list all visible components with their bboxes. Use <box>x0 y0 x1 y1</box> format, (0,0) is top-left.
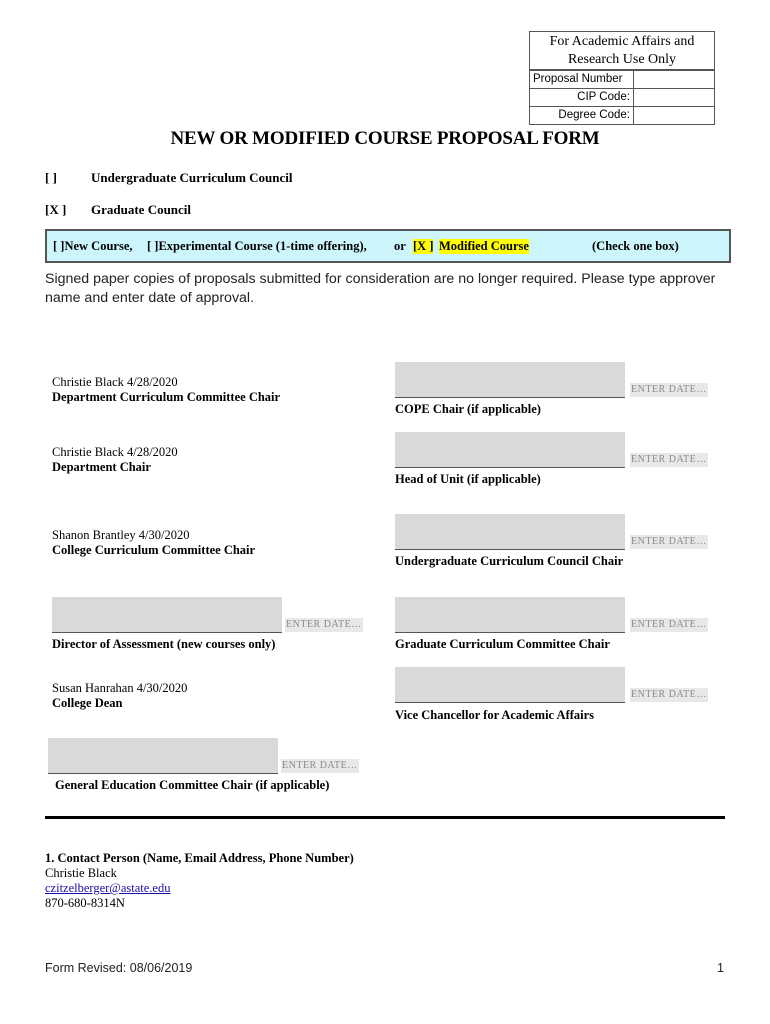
degree-code-row <box>530 106 714 124</box>
contact-email-link[interactable]: czitzelberger@astate.edu <box>45 881 171 895</box>
new-course-option[interactable]: [ ]New Course, <box>53 239 133 253</box>
degree-code-field[interactable] <box>634 107 714 124</box>
form-title: NEW OR MODIFIED COURSE PROPOSAL FORM <box>170 128 600 149</box>
page-number: 1 <box>717 961 724 975</box>
grad-curriculum-chair-role: Graduate Curriculum Committee Chair <box>395 637 610 651</box>
graduate-council-label: Graduate Council <box>91 202 192 217</box>
section-divider <box>45 816 725 819</box>
college-dean-role: College Dean <box>52 696 123 710</box>
cope-chair-date-field[interactable]: ENTER DATE… <box>631 384 707 395</box>
ugrad-council-chair-date-field[interactable]: ENTER DATE… <box>631 536 707 547</box>
director-assessment-signature-field[interactable] <box>52 597 282 633</box>
college-dean-name[interactable]: Susan Hanrahan 4/30/2020 <box>52 681 188 695</box>
check-one-hint: (Check one box) <box>592 239 679 253</box>
cip-code-label: CIP Code: <box>530 89 634 106</box>
dept-chair-role: Department Chair <box>52 460 151 474</box>
office-use-title: For Academic Affairs and Research Use Only <box>530 32 714 70</box>
contact-phone[interactable]: 870-680-8314N <box>45 896 125 910</box>
contact-heading: 1. Contact Person (Name, Email Address, Phone Number) <box>45 851 354 865</box>
college-curriculum-chair-name[interactable]: Shanon Brantley 4/30/2020 <box>52 528 190 542</box>
college-curriculum-chair-role: College Curriculum Committee Chair <box>52 543 256 557</box>
gen-ed-chair-date-field[interactable]: ENTER DATE… <box>282 760 358 771</box>
or-text: or <box>394 239 406 253</box>
cope-chair-signature-field[interactable] <box>395 362 625 398</box>
cip-code-field[interactable] <box>634 89 714 106</box>
vice-chancellor-date-field[interactable]: ENTER DATE… <box>631 689 707 700</box>
grad-curriculum-chair-date-field[interactable]: ENTER DATE… <box>631 619 707 630</box>
council-undergrad <box>45 170 445 186</box>
cip-code-row <box>530 88 714 106</box>
council-graduate <box>45 202 445 218</box>
undergrad-council-checkbox[interactable]: [ ] <box>45 170 57 185</box>
head-of-unit-role: Head of Unit (if applicable) <box>395 472 541 486</box>
contact-section <box>45 851 354 911</box>
office-use-box <box>529 31 715 125</box>
grad-curriculum-chair-signature-field[interactable] <box>395 597 625 633</box>
vice-chancellor-signature-field[interactable] <box>395 667 625 703</box>
proposal-number-label: Proposal Number <box>530 71 634 88</box>
ugrad-council-chair-role: Undergraduate Curriculum Council Chair <box>395 554 624 568</box>
director-assessment-date-field[interactable]: ENTER DATE… <box>286 619 362 630</box>
director-assessment-role: Director of Assessment (new courses only) <box>52 637 276 651</box>
course-type-bar <box>45 229 731 263</box>
proposal-number-field[interactable] <box>634 71 714 88</box>
cope-chair-role: COPE Chair (if applicable) <box>395 402 541 416</box>
dept-curriculum-chair-role: Department Curriculum Committee Chair <box>52 390 281 404</box>
modified-course-checkbox[interactable]: [X ] <box>413 239 434 253</box>
undergrad-council-label: Undergraduate Curriculum Council <box>91 170 293 185</box>
head-of-unit-signature-field[interactable] <box>395 432 625 468</box>
ugrad-council-chair-signature-field[interactable] <box>395 514 625 550</box>
proposal-number-row <box>530 70 714 88</box>
contact-name[interactable]: Christie Black <box>45 866 117 880</box>
dept-chair-name[interactable]: Christie Black 4/28/2020 <box>52 445 178 459</box>
modified-course-label: Modified Course <box>439 239 529 253</box>
gen-ed-chair-signature-field[interactable] <box>48 738 278 774</box>
head-of-unit-date-field[interactable]: ENTER DATE… <box>631 454 707 465</box>
dept-curriculum-chair-name[interactable]: Christie Black 4/28/2020 <box>52 375 178 389</box>
submission-notice: Signed paper copies of proposals submitted for consideration are no longer required. Please type approver name and enter date of approval. <box>45 271 716 306</box>
graduate-council-checkbox[interactable]: [X ] <box>45 202 67 217</box>
vice-chancellor-role: Vice Chancellor for Academic Affairs <box>395 708 595 722</box>
form-revised-date: Form Revised: 08/06/2019 <box>45 961 193 975</box>
gen-ed-chair-role: General Education Committee Chair (if applicable) <box>55 778 330 792</box>
degree-code-label: Degree Code: <box>530 107 634 124</box>
experimental-course-option[interactable]: [ ]Experimental Course (1-time offering), <box>147 239 367 253</box>
